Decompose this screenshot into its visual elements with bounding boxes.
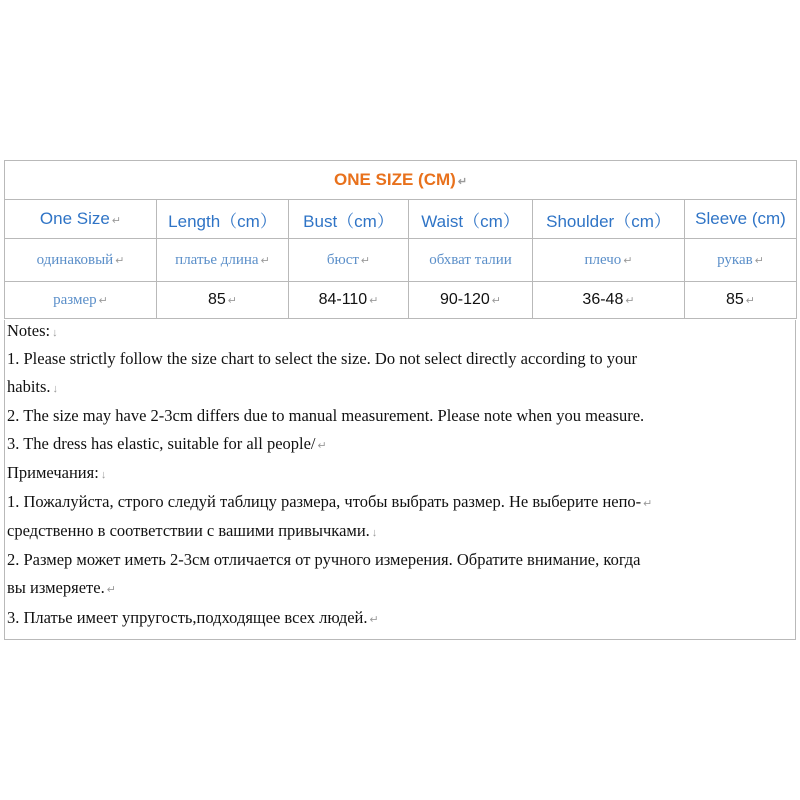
header-shoulder: Shoulder（cm） xyxy=(533,200,685,239)
note-ru-3: 3. Платье имеет упругость,подходящее всех людей. ↵ xyxy=(7,608,379,627)
ru-header-one-size: одинаковый ↵ xyxy=(5,239,157,282)
note-ru-2-cont: вы измеряете. ↵ xyxy=(7,578,116,597)
header-bust: Bust（cm） xyxy=(289,200,409,239)
row-label: размер ↵ xyxy=(5,282,157,319)
ru-header-sleeve: рукав ↵ xyxy=(685,239,797,282)
title-row xyxy=(5,161,797,200)
russian-header-row xyxy=(5,239,797,282)
size-chart-document xyxy=(4,160,796,640)
table-title: ONE SIZE (CM) ↵ xyxy=(5,161,797,200)
value-sleeve: 85 ↵ xyxy=(685,282,797,319)
value-waist: 90-120 ↵ xyxy=(409,282,533,319)
note-ru-1-cont: средственно в соответствии с вашими привычками. ↓ xyxy=(7,521,378,540)
ru-header-waist: обхват талии xyxy=(409,239,533,282)
size-table xyxy=(4,160,797,319)
note-en-1-cont: habits. ↓ xyxy=(7,377,59,396)
ru-header-bust: бюст ↵ xyxy=(289,239,409,282)
note-en-3: 3. The dress has elastic, suitable for all people/ ↵ xyxy=(7,434,327,453)
value-shoulder: 36-48 ↵ xyxy=(533,282,685,319)
ru-header-length: платье длина ↵ xyxy=(157,239,289,282)
header-length: Length（cm） xyxy=(157,200,289,239)
notes-heading-en: Notes: ↓ xyxy=(7,321,58,340)
ru-header-shoulder: плечо ↵ xyxy=(533,239,685,282)
note-en-1: 1. Please strictly follow the size chart to select the size. Do not select directly according to your xyxy=(7,349,638,368)
note-ru-2: 2. Размер может иметь 2-3см отличается от ручного измерения. Обратите внимание, когда xyxy=(7,550,641,569)
note-ru-1: 1. Пожалуйста, строго следуй таблицу размера, чтобы выбрать размер. Не выберите непо- ↵ xyxy=(7,492,653,511)
value-bust: 84-110 ↵ xyxy=(289,282,409,319)
note-en-2: 2. The size may have 2-3cm differs due to manual measurement. Please note when you measure. xyxy=(7,406,645,425)
header-waist: Waist（cm） xyxy=(409,200,533,239)
table-row xyxy=(5,282,797,319)
header-one-size: One Size ↵ xyxy=(5,200,157,239)
header-row xyxy=(5,200,797,239)
value-length: 85 ↵ xyxy=(157,282,289,319)
notes-heading-ru: Примечания: ↓ xyxy=(7,463,107,482)
notes-section xyxy=(4,320,796,640)
return-mark: ↵ xyxy=(457,176,468,188)
header-sleeve: Sleeve (cm) xyxy=(685,200,797,239)
